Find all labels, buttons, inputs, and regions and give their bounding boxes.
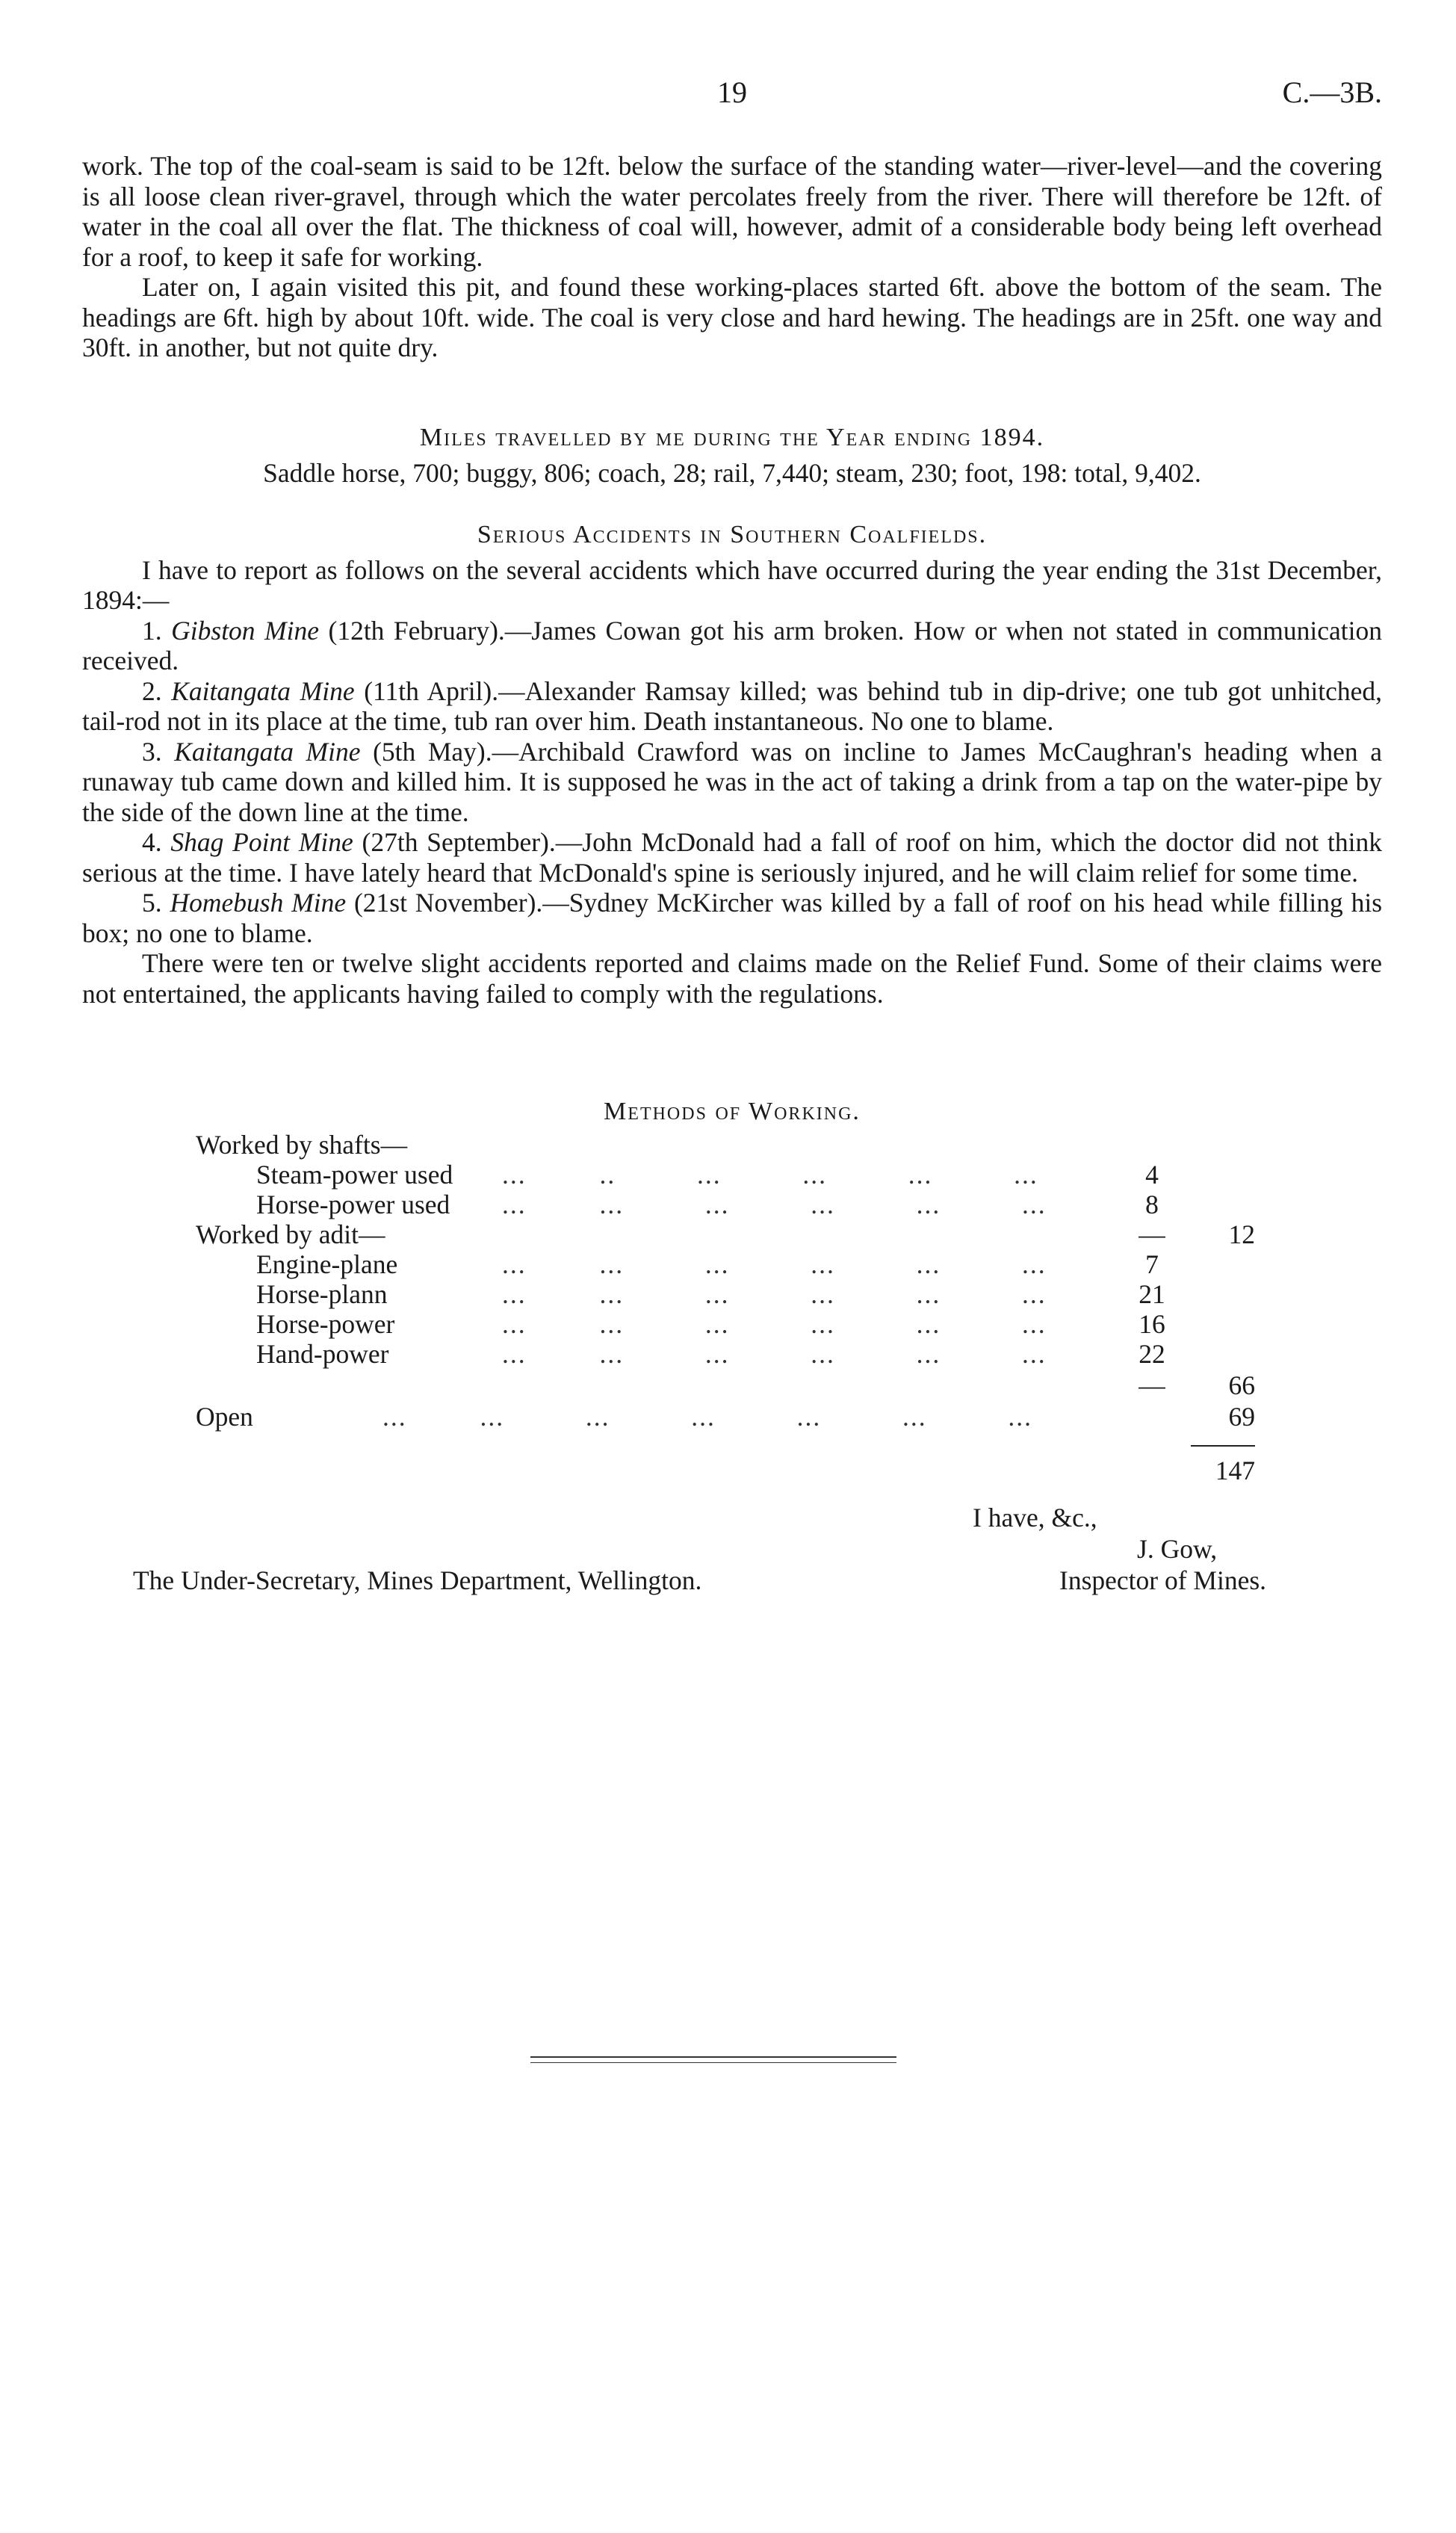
document-reference: C.—3B. (1282, 75, 1382, 109)
row-label: Horse-power (256, 1309, 395, 1339)
mine-name: Shag Point Mine (170, 827, 353, 857)
end-rule (530, 2062, 896, 2063)
methods-heading-block (82, 1097, 1382, 1128)
paragraph-later-visit: Later on, I again visited this pit, and found these working-places started 6ft. above the bottom of the seam. The headings are 6ft. high by about 10ft. wide. The coal is very close and hard hewing. The headings are in 25ft. one way and 30ft. in another, but not quite dry. (82, 272, 1382, 362)
accident-text: (27th September).—John McDonald had a fall of roof on him, which the doctor did not think serious at the time. I have lately heard that McDonald's spine is seriously injured, and he will claim relief for some time. (82, 827, 1382, 888)
accidents-intro: I have to report as follows on the several accidents which have occurred during the year ending the 31st December, 1894:— (82, 554, 1382, 615)
dot-leader: ... ... ... ... ... ... (502, 1309, 1047, 1339)
row-label: Open (196, 1402, 253, 1432)
total-rule (1191, 1445, 1255, 1447)
accidents-heading: Serious Accidents in Southern Coalfields. (477, 521, 988, 548)
row-value: 7 (1145, 1249, 1159, 1279)
dot-leader: ... ... ... ... ... ... (502, 1190, 1047, 1219)
subtotal-dash: — (1139, 1370, 1165, 1400)
row-label: Horse-plann (256, 1279, 388, 1309)
accidents-closing: There were ten or twelve slight accidents reported and claims made on the Relief Fund. Some of their claims were not entertained, the applicants having failed to comply with the regulations. (82, 948, 1382, 1009)
page-header (82, 75, 1382, 120)
accident-text: (12th February).—James Cowan got his arm broken. How or when not stated in communication received. (82, 615, 1383, 675)
open-value: 69 (1228, 1402, 1255, 1432)
accident-number: 3. (142, 736, 162, 767)
row-label: Hand-power (256, 1339, 389, 1369)
miles-heading: Miles travelled by me during the Year ending 1894. (419, 424, 1045, 451)
signatory-name: J. Gow, (1137, 1534, 1218, 1564)
accident-number: 5. (142, 888, 162, 918)
dot-leader: ... ... ... ... ... ... (502, 1339, 1047, 1369)
accident-item (82, 616, 1382, 676)
mine-name: Kaitangata Mine (174, 736, 361, 767)
accident-text: (5th May).—Archibald Crawford was on incline to James McCaughran's heading when a runaway tub came down and killed him. It is supposed he was in the act of taking a drink from a tap on the water-pipe by the side of the down line at the time. (82, 736, 1383, 827)
row-label: Horse-power used (256, 1190, 450, 1219)
row-value: 16 (1139, 1309, 1165, 1339)
row-label: Engine-plane (256, 1249, 398, 1279)
dot-leader: ... ... ... ... ... ... (502, 1249, 1047, 1279)
accident-number: 4. (142, 827, 162, 857)
miles-section (82, 423, 1382, 488)
closing-salutation: I have, &c., (973, 1503, 1097, 1533)
accident-item (82, 737, 1382, 828)
accidents-section (82, 520, 1382, 1009)
accident-text: (21st November).—Sydney McKircher was killed by a fall of roof on his head while filling his box; no one to blame. (82, 888, 1383, 948)
dot-leader: ... ... ... ... ... ... (502, 1279, 1047, 1309)
row-value: 22 (1139, 1339, 1165, 1369)
subtotal-dash: — (1139, 1219, 1165, 1249)
accident-number: 1. (142, 615, 162, 646)
methods-heading: Methods of Working. (604, 1098, 861, 1125)
group-label-shafts: Worked by shafts— (196, 1130, 408, 1160)
end-rule (530, 2056, 896, 2058)
dot-leader: ... ... ... ... ... ... ... (382, 1402, 1032, 1432)
row-value: 8 (1145, 1190, 1159, 1219)
row-value: 21 (1139, 1279, 1165, 1309)
subtotal-value: 66 (1228, 1370, 1255, 1400)
miles-summary: Saddle horse, 700; buggy, 806; coach, 28; rail, 7,440; steam, 230; foot, 198: total, 9,402. (263, 457, 1201, 488)
subtotal-value: 12 (1228, 1219, 1255, 1249)
dot-leader: ... .. ... ... ... ... (502, 1160, 1038, 1190)
accident-text: (11th April).—Alexander Ramsay killed; was behind tub in dip-drive; one tub got unhitched, tail-rod not in its place at the time, tub ran over him. Death instantaneous. No one to blame. (82, 675, 1383, 736)
addressee: The Under-Secretary, Mines Department, Wellington. (133, 1565, 702, 1595)
page-number: 19 (717, 75, 747, 109)
mine-name: Gibston Mine (171, 615, 319, 646)
accident-item (82, 827, 1382, 888)
accident-item (82, 888, 1382, 948)
row-label: Steam-power used (256, 1160, 453, 1190)
mine-name: Homebush Mine (170, 888, 347, 918)
body-text-top (82, 151, 1382, 363)
accident-number: 2. (142, 675, 162, 706)
grand-total: 147 (1215, 1456, 1255, 1485)
paragraph-continuation: work. The top of the coal-seam is said to be 12ft. below the surface of the standing water—river-level—and the covering is all loose clean river-gravel, through which the water percolates freely from the river. There will therefore be 12ft. of water in the coal all over the flat. The thickness of coal will, however, admit of a considerable body being left overhead for a roof, to keep it safe for working. (82, 151, 1382, 272)
mine-name: Kaitangata Mine (171, 675, 355, 706)
row-value: 4 (1145, 1160, 1159, 1190)
accident-item (82, 676, 1382, 737)
signatory-title: Inspector of Mines. (1059, 1565, 1267, 1595)
group-label-adit: Worked by adit— (196, 1219, 385, 1249)
